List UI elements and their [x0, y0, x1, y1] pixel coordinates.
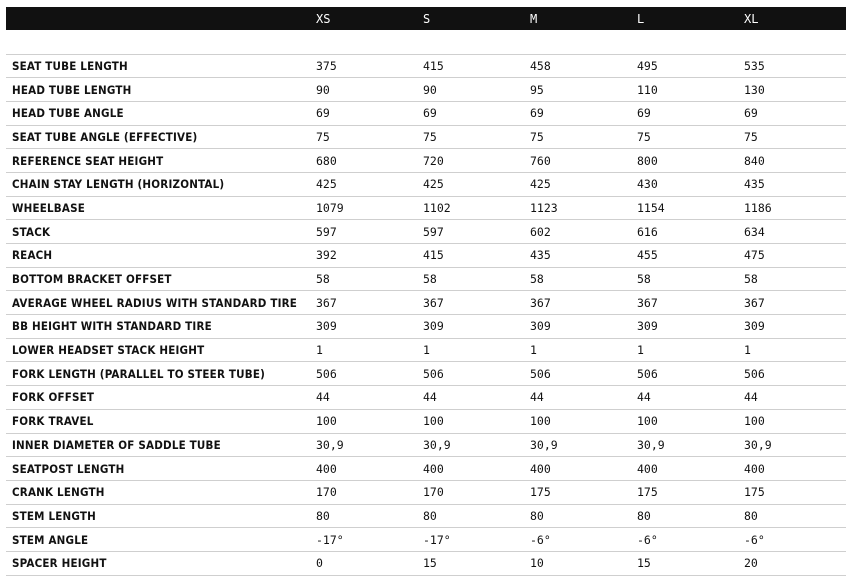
cell-value: 597 — [423, 224, 444, 239]
row-label: INNER DIAMETER OF SADDLE TUBE — [12, 437, 221, 452]
cell-value: 1186 — [744, 200, 772, 215]
table-body — [6, 30, 846, 575]
cell-value: 1 — [637, 343, 644, 358]
row-label: HEAD TUBE ANGLE — [12, 106, 124, 121]
cell-value: 15 — [637, 556, 651, 571]
cell-value: 30,9 — [530, 437, 558, 452]
cell-value: 80 — [316, 508, 330, 523]
cell-value: 58 — [637, 272, 651, 287]
cell-value: 400 — [530, 461, 551, 476]
cell-value: 1 — [530, 343, 537, 358]
row-label: REFERENCE SEAT HEIGHT — [12, 153, 164, 168]
header-size-xl: XL — [744, 11, 759, 26]
table-row — [6, 315, 846, 339]
cell-value: 75 — [637, 129, 651, 144]
cell-value: 475 — [744, 248, 765, 263]
cell-value: 425 — [316, 177, 337, 192]
cell-value: 1123 — [530, 200, 558, 215]
cell-value: 69 — [530, 106, 544, 121]
table-row — [6, 149, 846, 173]
cell-value: 760 — [530, 153, 551, 168]
cell-value: 400 — [423, 461, 444, 476]
cell-value: 69 — [744, 106, 758, 121]
cell-value: 95 — [530, 82, 544, 97]
cell-value: 425 — [423, 177, 444, 192]
cell-value: 800 — [637, 153, 658, 168]
cell-value: 170 — [316, 485, 337, 500]
row-label: FORK TRAVEL — [12, 414, 94, 429]
spacer-row — [6, 30, 846, 54]
row-label: BOTTOM BRACKET OFFSET — [12, 272, 172, 287]
cell-value: 0 — [316, 556, 323, 571]
cell-value: 392 — [316, 248, 337, 263]
cell-value: 20 — [744, 556, 758, 571]
header-size-xs: XS — [316, 11, 331, 26]
cell-value: 415 — [423, 248, 444, 263]
cell-value: 720 — [423, 153, 444, 168]
header-size-m: M — [530, 11, 538, 26]
table-row — [6, 196, 846, 220]
cell-value: 69 — [423, 106, 437, 121]
cell-value: 30,9 — [637, 437, 665, 452]
cell-value: 1102 — [423, 200, 451, 215]
cell-value: 506 — [637, 366, 658, 381]
cell-value: 634 — [744, 224, 765, 239]
row-label: SEAT TUBE ANGLE (EFFECTIVE) — [12, 129, 198, 144]
header-size-l: L — [637, 11, 645, 26]
cell-value: 30,9 — [744, 437, 772, 452]
cell-value: 100 — [637, 414, 658, 429]
spacer-cell — [6, 30, 846, 54]
cell-value: 75 — [530, 129, 544, 144]
cell-value: 90 — [423, 82, 437, 97]
row-label: CRANK LENGTH — [12, 485, 105, 500]
cell-value: 1079 — [316, 200, 344, 215]
table-row — [6, 291, 846, 315]
row-label: WHEELBASE — [12, 200, 86, 215]
cell-value: 175 — [637, 485, 658, 500]
cell-value: 44 — [316, 390, 330, 405]
cell-value: 415 — [423, 58, 444, 73]
cell-value: 58 — [530, 272, 544, 287]
table-row — [6, 457, 846, 481]
cell-value: 400 — [744, 461, 765, 476]
cell-value: 367 — [530, 295, 551, 310]
cell-value: 400 — [316, 461, 337, 476]
table-row — [6, 409, 846, 433]
cell-value: 80 — [637, 508, 651, 523]
table-row — [6, 267, 846, 291]
cell-value: 44 — [637, 390, 651, 405]
cell-value: 69 — [637, 106, 651, 121]
cell-value: 400 — [637, 461, 658, 476]
cell-value: 1 — [316, 343, 323, 358]
cell-value: 430 — [637, 177, 658, 192]
header-size-s: S — [423, 11, 431, 26]
table-row — [6, 551, 846, 575]
table-header — [6, 7, 846, 30]
cell-value: 100 — [316, 414, 337, 429]
cell-value: 175 — [530, 485, 551, 500]
row-label: CHAIN STAY LENGTH (HORIZONTAL) — [12, 177, 225, 192]
cell-value: 69 — [316, 106, 330, 121]
row-label: SPACER HEIGHT — [12, 556, 107, 571]
cell-value: 680 — [316, 153, 337, 168]
header-row — [6, 7, 846, 30]
cell-value: 435 — [530, 248, 551, 263]
table-row — [6, 244, 846, 268]
header-blank-cell — [6, 7, 310, 30]
cell-value: 367 — [316, 295, 337, 310]
cell-value: 309 — [744, 319, 765, 334]
cell-value: 44 — [423, 390, 437, 405]
cell-value: 1154 — [637, 200, 665, 215]
cell-value: 75 — [316, 129, 330, 144]
row-label: FORK LENGTH (PARALLEL TO STEER TUBE) — [12, 366, 266, 381]
table-row — [6, 172, 846, 196]
row-label: STEM ANGLE — [12, 532, 89, 547]
cell-value: 58 — [316, 272, 330, 287]
table-row — [6, 78, 846, 102]
cell-value: 367 — [637, 295, 658, 310]
table-row — [6, 386, 846, 410]
table-row — [6, 433, 846, 457]
cell-value: 80 — [530, 508, 544, 523]
cell-value: 80 — [744, 508, 758, 523]
cell-value: 30,9 — [423, 437, 451, 452]
geometry-table-container — [6, 7, 846, 576]
cell-value: 597 — [316, 224, 337, 239]
cell-value: 616 — [637, 224, 658, 239]
cell-value: 602 — [530, 224, 551, 239]
cell-value: 44 — [744, 390, 758, 405]
table-row — [6, 220, 846, 244]
cell-value: 458 — [530, 58, 551, 73]
cell-value: 130 — [744, 82, 765, 97]
cell-value: 309 — [316, 319, 337, 334]
row-label: AVERAGE WHEEL RADIUS WITH STANDARD TIRE — [12, 295, 298, 310]
cell-value: 309 — [637, 319, 658, 334]
cell-value: 506 — [316, 366, 337, 381]
cell-value: 1 — [423, 343, 430, 358]
row-label: SEATPOST LENGTH — [12, 461, 125, 476]
cell-value: 58 — [744, 272, 758, 287]
row-label: HEAD TUBE LENGTH — [12, 82, 132, 97]
cell-value: -6° — [637, 532, 658, 547]
cell-value: 506 — [744, 366, 765, 381]
row-label: STACK — [12, 224, 51, 239]
row-label: LOWER HEADSET STACK HEIGHT — [12, 343, 205, 358]
cell-value: 10 — [530, 556, 544, 571]
cell-value: 80 — [423, 508, 437, 523]
cell-value: -6° — [744, 532, 765, 547]
cell-value: 100 — [530, 414, 551, 429]
geometry-table — [6, 7, 846, 576]
cell-value: 44 — [530, 390, 544, 405]
cell-value: 367 — [744, 295, 765, 310]
table-row — [6, 338, 846, 362]
cell-value: 58 — [423, 272, 437, 287]
cell-value: 435 — [744, 177, 765, 192]
row-label: FORK OFFSET — [12, 390, 95, 405]
cell-value: -17° — [316, 532, 344, 547]
cell-value: 506 — [530, 366, 551, 381]
table-row — [6, 504, 846, 528]
row-label: SEAT TUBE LENGTH — [12, 58, 128, 73]
cell-value: 425 — [530, 177, 551, 192]
cell-value: 375 — [316, 58, 337, 73]
row-label: REACH — [12, 248, 53, 263]
cell-value: 75 — [423, 129, 437, 144]
row-label: BB HEIGHT WITH STANDARD TIRE — [12, 319, 212, 334]
row-label: STEM LENGTH — [12, 508, 97, 523]
cell-value: 110 — [637, 82, 658, 97]
table-row — [6, 362, 846, 386]
cell-value: 309 — [423, 319, 444, 334]
cell-value: 495 — [637, 58, 658, 73]
cell-value: 309 — [530, 319, 551, 334]
table-row — [6, 480, 846, 504]
cell-value: 1 — [744, 343, 751, 358]
table-row — [6, 528, 846, 552]
cell-value: 170 — [423, 485, 444, 500]
cell-value: 90 — [316, 82, 330, 97]
table-row — [6, 101, 846, 125]
cell-value: 175 — [744, 485, 765, 500]
cell-value: 535 — [744, 58, 765, 73]
table-row — [6, 54, 846, 78]
cell-value: 506 — [423, 366, 444, 381]
cell-value: 75 — [744, 129, 758, 144]
cell-value: -6° — [530, 532, 551, 547]
cell-value: 15 — [423, 556, 437, 571]
cell-value: 367 — [423, 295, 444, 310]
cell-value: 100 — [423, 414, 444, 429]
cell-value: 840 — [744, 153, 765, 168]
cell-value: -17° — [423, 532, 451, 547]
cell-value: 455 — [637, 248, 658, 263]
cell-value: 100 — [744, 414, 765, 429]
table-row — [6, 125, 846, 149]
cell-value: 30,9 — [316, 437, 344, 452]
